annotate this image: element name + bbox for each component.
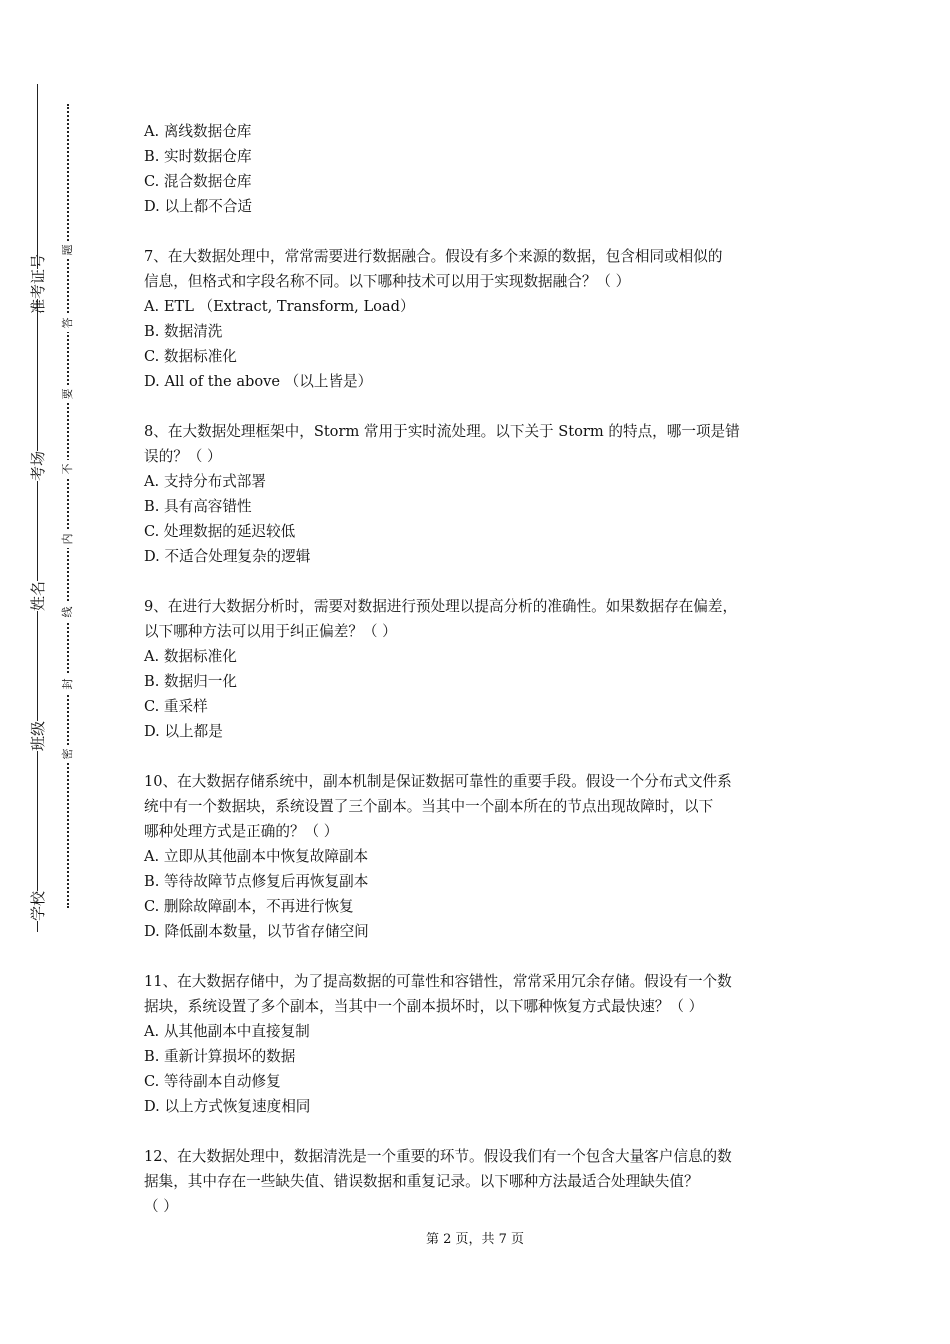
question-stem-line: 据集，其中存在一些缺失值、错误数据和重复记录。以下哪种方法最适合处理缺失值？ (144, 1173, 699, 1190)
option-line: B. 具有高容错性 (144, 498, 252, 515)
option-line: B. 实时数据仓库 (144, 148, 252, 165)
question-stem-line: 8、在大数据处理框架中，Storm 常用于实时流处理。以下关于 Storm 的特点，哪一项是错 (144, 423, 740, 440)
field-label-exam-room: 考场 (7, 451, 67, 481)
option-line: A. 从其他副本中直接复制 (144, 1023, 310, 1040)
seal-char: 内 (58, 530, 76, 548)
question-content (144, 119, 814, 1219)
seal-char: 答 (58, 314, 76, 332)
option-line: C. 删除故障副本，不再进行恢复 (144, 898, 354, 915)
seal-char: 题 (58, 241, 76, 259)
question-stem-line: 10、在大数据存储系统中，副本机制是保证数据可靠性的重要手段。假设一个分布式文件系 (144, 773, 732, 790)
option-line: D. 以上都是 (144, 723, 223, 740)
field-label-name: 姓名 (7, 581, 67, 611)
question-stem-line: 12、在大数据处理中，数据清洗是一个重要的环节。假设我们有一个包含大量客户信息的数 (144, 1148, 732, 1165)
question-stem-line: 9、在进行大数据分析时，需要对数据进行预处理以提高分析的准确性。如果数据存在偏差， (144, 598, 738, 615)
question-stem-line: 统中有一个数据块，系统设置了三个副本。当其中一个副本所在的节点出现故障时，以下 (144, 798, 714, 815)
binding-dotted-line (67, 104, 69, 908)
field-label-class: 班级 (7, 721, 67, 751)
option-line: A. ETL （Extract, Transform, Load） (144, 298, 415, 315)
question-stem-line: 据块，系统设置了多个副本，当其中一个副本损坏时，以下哪种恢复方式最快速？（ ） (144, 998, 704, 1015)
option-line: C. 处理数据的延迟较低 (144, 523, 296, 540)
option-line: D. All of the above （以上皆是） (144, 373, 373, 390)
question-stem-line: 11、在大数据存储中，为了提高数据的可靠性和容错性，常常采用冗余存储。假设有一个数 (144, 973, 732, 990)
option-line: D. 以上都不合适 (144, 198, 253, 215)
option-line: B. 数据清洗 (144, 323, 223, 340)
option-line: C. 混合数据仓库 (144, 173, 252, 190)
question-stem-line: 以下哪种方法可以用于纠正偏差？（ ） (144, 623, 397, 640)
seal-char: 不 (58, 460, 76, 478)
option-line: C. 重采样 (144, 698, 208, 715)
option-line: B. 等待故障节点修复后再恢复副本 (144, 873, 369, 890)
question-stem-line: （ ） (144, 1198, 178, 1215)
option-line: B. 数据归一化 (144, 673, 237, 690)
field-label-school: 学校 (7, 891, 67, 921)
question-stem-line: 误的？（ ） (144, 448, 222, 465)
option-line: A. 支持分布式部署 (144, 473, 266, 490)
option-line: A. 立即从其他副本中恢复故障副本 (144, 848, 369, 865)
question-stem-line: 7、在大数据处理中，常常需要进行数据融合。假设有多个来源的数据，包含相同或相似的 (144, 248, 723, 265)
option-line: A. 离线数据仓库 (144, 123, 252, 140)
page-footer: 第 2 页，共 7 页 (425, 1232, 525, 1247)
option-line: C. 数据标准化 (144, 348, 237, 365)
option-line: A. 数据标准化 (144, 648, 237, 665)
option-line: B. 重新计算损坏的数据 (144, 1048, 296, 1065)
option-line: D. 不适合处理复杂的逻辑 (144, 548, 311, 565)
binding-solid-line (37, 84, 38, 932)
seal-char: 封 (58, 675, 76, 693)
field-label-exam-number: 准考证号 (7, 269, 67, 299)
option-line: D. 以上方式恢复速度相同 (144, 1098, 311, 1115)
question-stem-line: 哪种处理方式是正确的？（ ） (144, 823, 339, 840)
option-line: C. 等待副本自动修复 (144, 1073, 281, 1090)
seal-char: 密 (58, 745, 76, 763)
question-stem-line: 信息，但格式和字段名称不同。以下哪种技术可以用于实现数据融合？（ ） (144, 273, 631, 290)
seal-char: 要 (58, 385, 76, 403)
seal-char: 线 (58, 603, 76, 621)
option-line: D. 降低副本数量，以节省存储空间 (144, 923, 369, 940)
